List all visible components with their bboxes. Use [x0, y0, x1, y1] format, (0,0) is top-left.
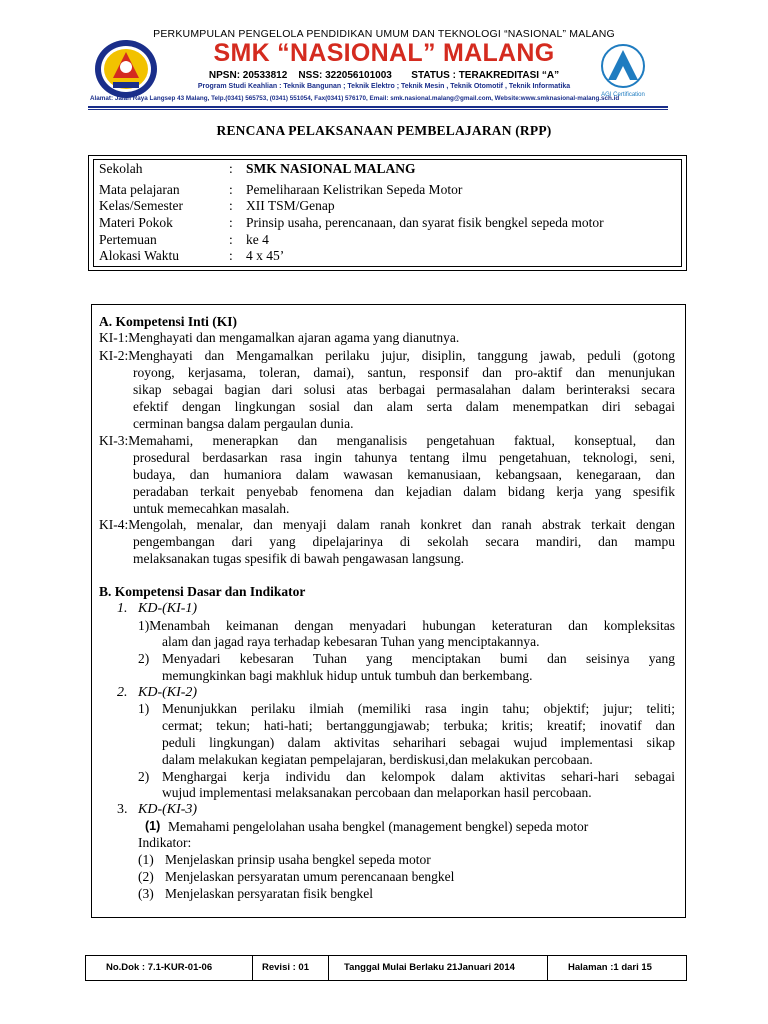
ki3-line: prosedural berdasarkan rasa ingin tahunya tentang ilmu pengetahuan, teknologi, seni,	[133, 450, 675, 465]
footer-page-number: Halaman :1 dari 15	[568, 962, 652, 973]
kd1-number: 1.	[117, 601, 128, 616]
ki4-line: pengembangan dari yang dipelajarinya di sekolah secara mandiri, dan mampu	[133, 534, 675, 549]
header-rule-thin	[88, 109, 668, 110]
kd2-item2-line: Menghargai kerja individu dan kelompok dalam aktivitas sehari-hari sebagai	[162, 769, 675, 784]
ki2-line: royong, kerjasama, toleran, damai), santun, responsif dan pro-aktif dan menunjukan	[133, 365, 675, 380]
identity-label: Pertemuan	[99, 232, 157, 247]
kd2-item2-number: 2)	[138, 769, 150, 784]
colon: :	[229, 232, 233, 247]
identity-value: 4 x 45’	[246, 248, 285, 263]
section-a-heading: A. Kompetensi Inti (KI)	[99, 314, 237, 329]
accreditation-status: STATUS : TERAKREDITASI “A”	[411, 70, 560, 81]
identity-label: Sekolah	[99, 161, 143, 176]
kd3-item1-text: Memahami pengelolahan usaha bengkel (management bengkel) sepeda motor	[168, 819, 589, 834]
nss: NSS: 322056101003	[298, 70, 392, 81]
kd1-item2-line: memungkinkan bagi makhluk hidup untuk tumbuh dan berkembang.	[162, 668, 533, 683]
identity-label: Alokasi Waktu	[99, 248, 180, 263]
kd3-item1-number: (1)	[145, 819, 161, 833]
colon: :	[229, 182, 233, 197]
footer-revision: Revisi : 01	[262, 962, 309, 973]
document-title: RENCANA PELAKSANAAN PEMBELAJARAN (RPP)	[216, 123, 552, 138]
kd1-item2-number: 2)	[138, 651, 150, 666]
kd3-number: 3.	[117, 802, 128, 817]
ki3-line: untuk memecahkan masalah.	[133, 501, 290, 516]
kd2-item1-line: dalam melakukan kegiatan pempelajaran, berdiskusi,dan melakukan percobaan.	[162, 752, 593, 767]
colon: :	[229, 248, 233, 263]
kd2-item1-number: 1)	[138, 701, 150, 716]
footer-separator	[252, 956, 253, 980]
section-b-heading: B. Kompetensi Dasar dan Indikator	[99, 584, 306, 599]
identity-value: Pemeliharaan Kelistrikan Sepeda Motor	[246, 182, 463, 197]
document-footer	[85, 955, 687, 981]
kd2-item1-line: Menunjukkan perilaku ilmiah (memiliki rasa ingin tahu; objektif; jujur; teliti;	[162, 701, 675, 716]
indikator-label: Indikator:	[138, 835, 192, 850]
ki2-line: KI-2:Menghayati dan Mengamalkan perilaku jujur, disiplin, tanggung jawab, peduli (gotong	[99, 348, 675, 363]
organization-name: PERKUMPULAN PENGELOLA PENDIDIKAN UMUM DAN TEKNOLOGI “NASIONAL” MALANG	[153, 28, 615, 40]
kd2-item2-line: wujud implementasi melaksanakan percobaan dan melaporkan hasil percobaan.	[162, 785, 592, 800]
kd2-number: 2.	[117, 685, 128, 700]
identity-value: ke 4	[246, 232, 269, 247]
indicator-text: Menjelaskan persyaratan fisik bengkel	[165, 886, 374, 901]
footer-effective-date: Tanggal Mulai Berlaku 21Januari 2014	[344, 962, 515, 973]
ki2-line: cerminan bangsa dalam pergaulan dunia.	[133, 416, 354, 431]
header-rule	[88, 106, 668, 108]
indicator-text: Menjelaskan persyaratan umum perencanaan bengkel	[165, 869, 455, 884]
identity-value: Prinsip usaha, perencanaan, dan syarat fisik bengkel sepeda motor	[246, 215, 604, 230]
ki3-line: KI-3:Memahami, menerapkan dan menganalisis pengetahuan faktual, konseptual, dan	[99, 433, 675, 448]
identity-label: Materi Pokok	[99, 215, 173, 230]
ki4-line: melaksanakan tugas spesifik di bawah pengawasan langsung.	[133, 551, 465, 566]
kd1-title: KD-(KI-1)	[138, 601, 198, 616]
kd1-item1-line: alam dan jagad raya terhadap kebesaran Tuhan yang menciptakannya.	[162, 634, 540, 649]
school-address: Alamat: Jalan Raya Langsep 43 Malang, Telp.(0341) 565753, (0341) 551054, Fax(0341) 576170, Email: smk.nasional.malang@gmail.com, Website:www.smknasional-malang.sch.id	[90, 95, 620, 102]
indicator-number: (3)	[138, 886, 154, 901]
identity-label: Mata pelajaran	[99, 182, 180, 197]
kd2-title: KD-(KI-2)	[138, 685, 198, 700]
identity-value: XII TSM/Genap	[246, 198, 335, 213]
ki3-line: budaya, dan humaniora dalam wawasan kemanusiaan, kebangsaan, kenegaraan, dan	[133, 467, 675, 482]
ki4-line: KI-4:Mengolah, menalar, dan menyaji dalam ranah konkret dan ranah abstrak terkait dengan	[99, 517, 675, 532]
colon: :	[229, 215, 233, 230]
footer-separator	[547, 956, 548, 980]
npsn: NPSN: 20533812	[208, 70, 288, 81]
certification-label: AGI Certification	[601, 92, 645, 98]
school-name: SMK “NASIONAL” MALANG	[213, 39, 555, 67]
kd2-item1-line: cermat; tekun; hati-hati; bertanggungjawab; terbuka; kritis; kreatif; inovatif dan	[162, 718, 675, 733]
ki2-line: efektif dengan lingkungan sosial dan alam serta dalam menempatkan diri sebagai	[133, 399, 675, 414]
kd3-title: KD-(KI-3)	[138, 802, 198, 817]
study-programs: Program Studi Keahlian : Teknik Bangunan ; Teknik Elektro ; Teknik Mesin , Teknik Otomotif , Teknik Informatika	[197, 83, 571, 90]
indicator-text: Menjelaskan prinsip usaha bengkel sepeda motor	[165, 852, 431, 867]
colon: :	[229, 198, 233, 213]
colon: :	[229, 161, 233, 176]
kd1-item2-line: Menyadari kebesaran Tuhan yang menciptakan bumi dan seisinya yang	[162, 651, 675, 666]
ki3-line: peradaban terkait penyebab fenomena dan kejadian dalam bidang kerja yang spesifik	[133, 484, 675, 499]
kd1-item1-line: 1)Menambah keimanan dengan menyadari hubungan keteraturan dan kompleksitas	[138, 618, 675, 633]
kd2-item1-line: peduli lingkungan) dalam aktivitas seharihari sebagai wujud implementasi sikap	[162, 735, 675, 750]
footer-doc-number: No.Dok : 7.1-KUR-01-06	[106, 962, 213, 973]
ki1-text: KI-1:Menghayati dan mengamalkan ajaran agama yang dianutnya.	[99, 330, 460, 345]
footer-separator	[328, 956, 329, 980]
indicator-number: (2)	[138, 869, 154, 884]
indicator-number: (1)	[138, 852, 154, 867]
ki2-line: sikap sebagai bagian dari solusi atas berbagai permasalahan dalam berinteraksi secara	[133, 382, 675, 397]
identity-label: Kelas/Semester	[99, 198, 183, 213]
identity-value: SMK NASIONAL MALANG	[246, 161, 416, 176]
